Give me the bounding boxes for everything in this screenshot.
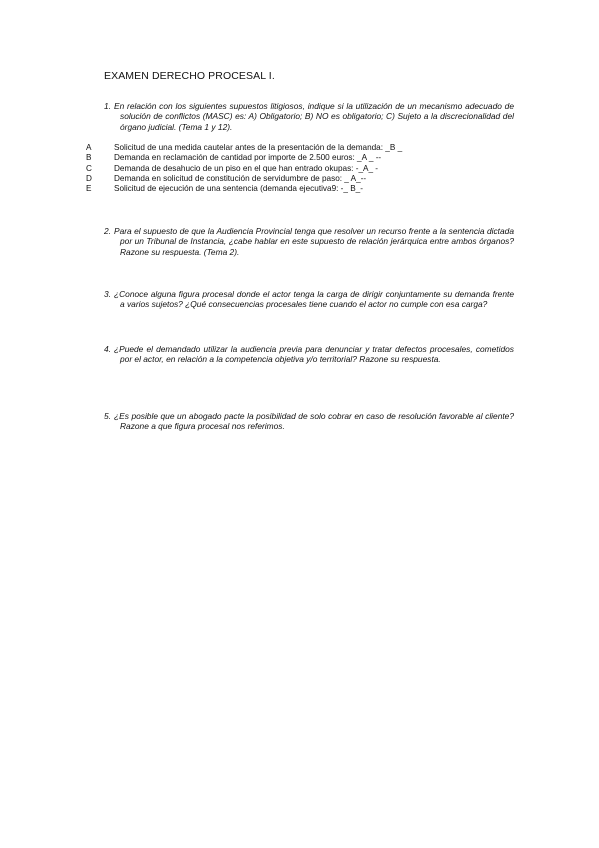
question-2 — [104, 226, 514, 257]
exam-title: EXAMEN DERECHO PROCESAL I. — [104, 70, 275, 82]
case-letter: C — [86, 163, 92, 173]
question-text: ¿Conoce alguna figura procesal donde el actor tenga la carga de dirigir conjuntamente su demanda frente a varios sujetos? ¿Qué consecuencias procesales tiene cuando el actor no cumple con esa carga? — [114, 289, 514, 310]
case-text: Solicitud de una medida cautelar antes de la presentación de la demanda: _B _ — [114, 143, 403, 152]
question-3 — [104, 289, 514, 310]
case-letter: E — [86, 184, 92, 194]
question-text: Para el supuesto de que la Audiencia Provincial tenga que resolver un recurso frente a la sentencia dictada por un Tribunal de Instancia, ¿cabe hablar en este supuesto de relación jerárquica entre ambos órganos? Razone su respuesta. (Tema 2). — [114, 226, 514, 257]
question-number: 2. — [104, 226, 111, 236]
case-letter: A — [86, 143, 92, 152]
question-number: 4. — [104, 344, 111, 354]
case-letter: D — [86, 173, 92, 183]
question-number: 5. — [104, 411, 111, 421]
question-number: 3. — [104, 289, 111, 299]
case-letter: B — [86, 153, 92, 163]
question-number: 1. — [104, 101, 111, 111]
question-1 — [104, 101, 514, 132]
case-text: Demanda en reclamación de cantidad por importe de 2.500 euros: _A _ -- — [114, 153, 382, 163]
case-text: Demanda en solicitud de constitución de servidumbre de paso: _ A_-- — [114, 173, 367, 183]
question-5 — [104, 411, 514, 432]
case-text: Solicitud de ejecución de una sentencia (demanda ejecutiva9: -_ B_- — [114, 184, 363, 194]
question-text: ¿Puede el demandado utilizar la audiencia previa para denunciar y tratar defectos procesales, cometidos por el actor, en relación a la competencia objetiva y/o territorial? Razone su respuesta. — [114, 344, 514, 365]
question-4 — [104, 344, 514, 365]
question-text: En relación con los siguientes supuestos litigiosos, indique si la utilización de un mecanismo adecuado de solución de conflictos (MASC) es: A) Obligatorio; B) NO es obligatorio; C) Sujeto a la discrecionalidad del órgano judicial. (Tema 1 y 12). — [114, 101, 514, 132]
case-text: Demanda de desahucio de un piso en el que han entrado okupas: -_A_ - — [114, 163, 379, 173]
question-text: ¿Es posible que un abogado pacte la posibilidad de solo cobrar en caso de resolución favorable al cliente? Razone a que figura procesal nos referimos. — [114, 411, 514, 432]
